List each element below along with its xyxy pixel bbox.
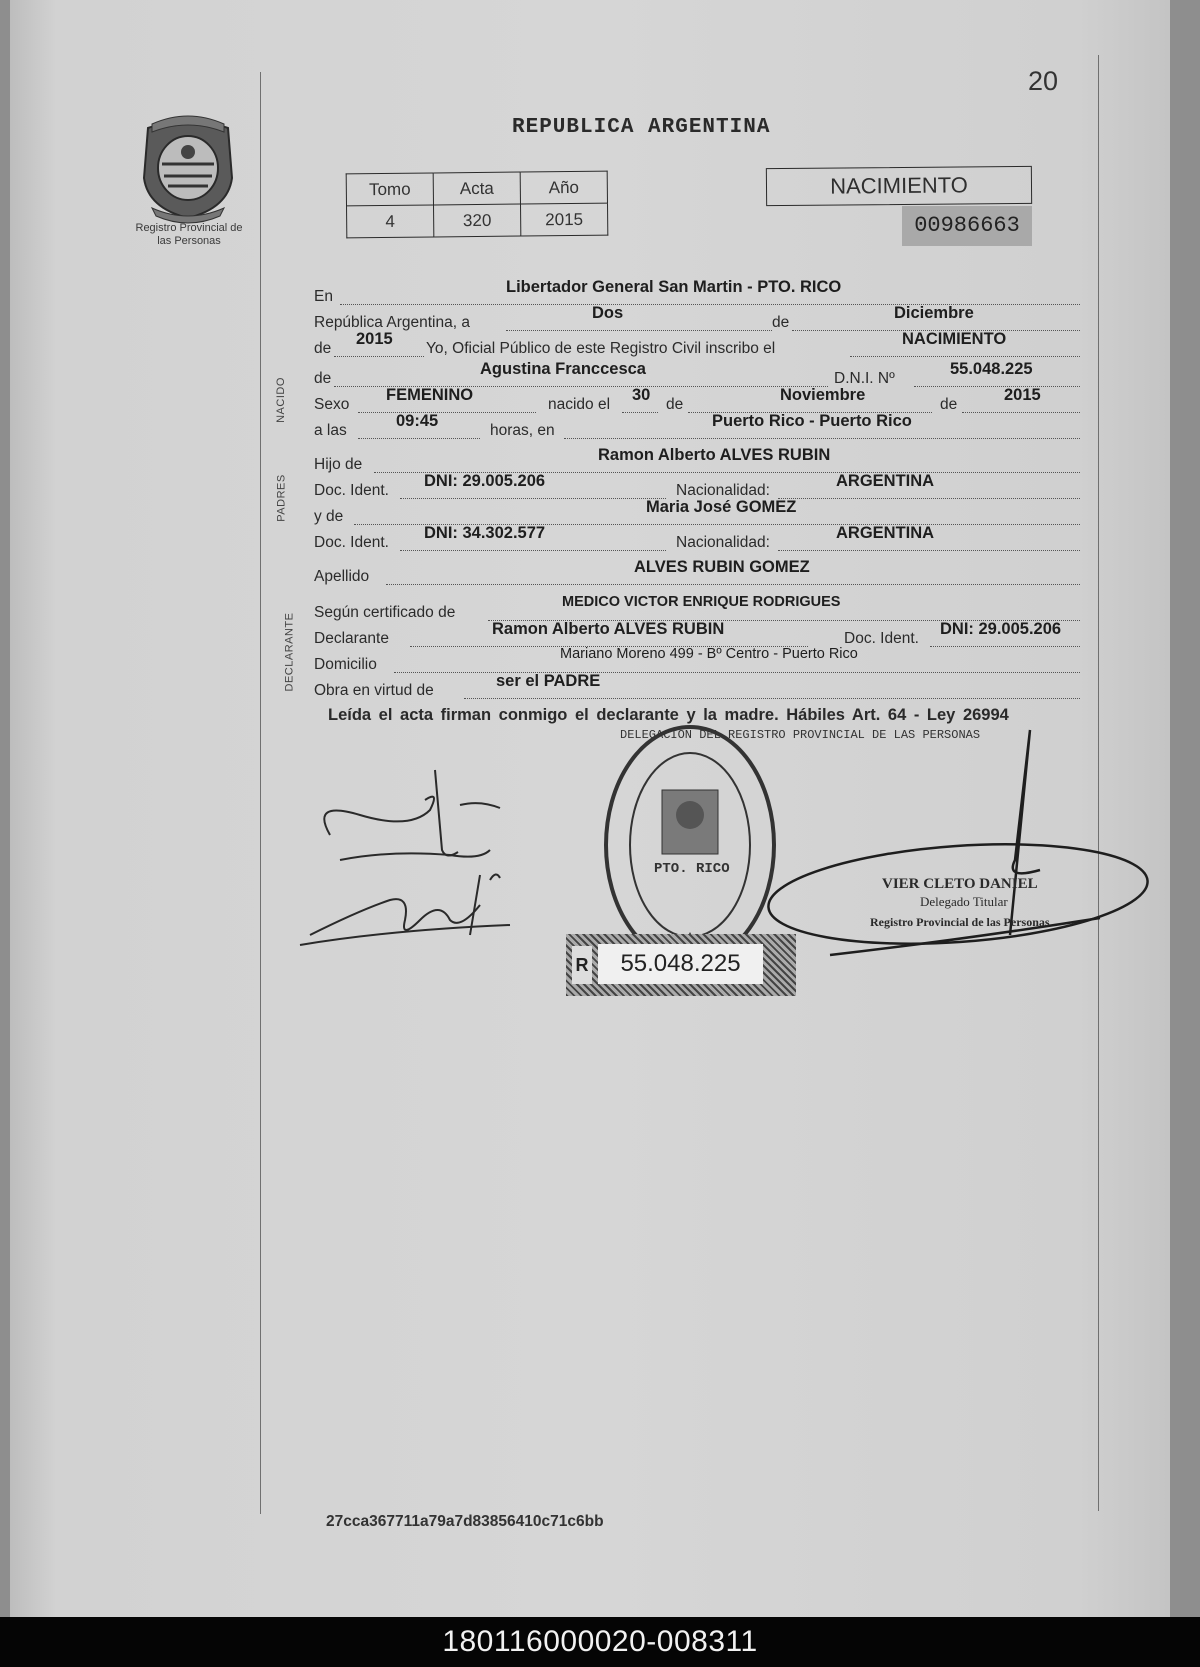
- value-mes: Diciembre: [894, 304, 974, 322]
- value-dia-nac: 30: [632, 386, 651, 404]
- value-hora: 09:45: [396, 412, 439, 430]
- label-de-nombre: de: [314, 370, 332, 387]
- label-sexo: Sexo: [314, 396, 350, 413]
- page-number: 20: [1028, 66, 1059, 96]
- label-nac-padre: Nacionalidad:: [676, 482, 770, 499]
- value-madre-nac: ARGENTINA: [836, 524, 935, 542]
- label-de-anio-nac: de: [940, 396, 958, 413]
- value-padre-nac: ARGENTINA: [836, 472, 935, 490]
- anio-header: Año: [520, 171, 607, 204]
- label-apellido: Apellido: [314, 568, 370, 585]
- document-title: REPUBLICA ARGENTINA: [512, 116, 771, 139]
- label-segun-certificado: Según certificado de: [314, 604, 456, 621]
- value-madre-doc: DNI: 34.302.577: [424, 524, 546, 542]
- label-declarante: Declarante: [314, 630, 389, 647]
- tomo-value: 4: [347, 205, 434, 238]
- footer-code-bar: 180116000020-008311: [0, 1617, 1200, 1667]
- value-lugar: Libertador General San Martin - PTO. RICO: [506, 278, 842, 296]
- label-dni: D.N.I. Nº: [834, 370, 895, 387]
- label-a-las: a las: [314, 422, 347, 439]
- serial-number: 00986663: [902, 206, 1032, 246]
- official-role: Delegado Titular: [920, 894, 1008, 909]
- label-hijo-de: Hijo de: [314, 456, 363, 473]
- label-obra: Obra en virtud de: [314, 682, 434, 699]
- value-nombre: Agustina Franccesca: [480, 360, 646, 378]
- value-madre: Maria José GOMEZ: [646, 498, 797, 516]
- acta-value: 320: [434, 204, 521, 237]
- value-dia: Dos: [592, 304, 624, 322]
- registry-label: Registro Provincial de las Personas: [135, 222, 243, 247]
- label-nac-madre: Nacionalidad:: [676, 534, 770, 551]
- official-name: VIER CLETO DANIEL: [882, 876, 1038, 892]
- value-certificado: MEDICO VICTOR ENRIQUE RODRIGUES: [562, 594, 841, 610]
- label-de-mes: de: [772, 314, 790, 331]
- value-padre-doc: DNI: 29.005.206: [424, 472, 546, 490]
- document-type-box: NACIMIENTO: [766, 166, 1032, 206]
- label-en: En: [314, 288, 333, 305]
- section-label-padres: PADRES: [275, 474, 288, 522]
- label-horas-en: horas, en: [490, 422, 555, 439]
- value-obra: ser el PADRE: [496, 672, 601, 690]
- value-padre: Ramon Alberto ALVES RUBIN: [598, 446, 831, 464]
- value-domicilio: Mariano Moreno 499 - Bº Centro - Puerto Rico: [560, 646, 858, 662]
- section-label-declarante: DECLARANTE: [283, 612, 296, 692]
- closing-text: Leída el acta firman conmigo el declarante y la madre. Hábiles Art. 64 - Ley 26994: [328, 706, 1009, 724]
- value-declarante-doc: DNI: 29.005.206: [940, 620, 1062, 638]
- section-label-nacido: NACIDO: [274, 377, 287, 423]
- label-doc-declarante: Doc. Ident.: [844, 630, 919, 647]
- tomo-header: Tomo: [346, 173, 433, 206]
- label-republica: República Argentina, a: [314, 314, 470, 331]
- label-y-de: y de: [314, 508, 344, 525]
- value-apellido: ALVES RUBIN GOMEZ: [634, 558, 810, 576]
- official-org: Registro Provincial de las Personas: [870, 915, 1050, 929]
- acta-header: Acta: [433, 172, 520, 205]
- label-nacido-el: nacido el: [548, 396, 611, 413]
- dni-stamp-number: 55.048.225: [598, 944, 763, 984]
- round-stamp-center: PTO. RICO: [654, 861, 730, 877]
- value-dni: 55.048.225: [950, 360, 1033, 378]
- registry-r-icon: R: [572, 946, 592, 984]
- value-sexo: FEMENINO: [386, 386, 474, 404]
- value-mes-nac: Noviembre: [780, 386, 866, 404]
- label-de-anio: de: [314, 340, 332, 357]
- label-doc-padre: Doc. Ident.: [314, 482, 389, 499]
- dni-stamp: [566, 934, 796, 996]
- label-domicilio: Domicilio: [314, 656, 377, 673]
- label-de-mes-nac: de: [666, 396, 684, 413]
- value-anio: 2015: [356, 330, 393, 348]
- label-yo-oficial: Yo, Oficial Público de este Registro Civil inscribo el: [426, 340, 776, 357]
- mother-signature-icon: [300, 874, 510, 945]
- round-stamp-text: DELEGACION DEL REGISTRO PROVINCIAL DE LAS PERSONAS: [620, 728, 981, 742]
- value-tipo: NACIMIENTO: [902, 330, 1007, 348]
- anio-value: 2015: [520, 203, 607, 236]
- round-stamp-icon: [606, 727, 774, 963]
- value-anio-nac: 2015: [1004, 386, 1041, 404]
- document-page: [10, 0, 1170, 1617]
- label-doc-madre: Doc. Ident.: [314, 534, 389, 551]
- value-declarante: Ramon Alberto ALVES RUBIN: [492, 620, 725, 638]
- document-hash: 27cca367711a79a7d83856410c71c6bb: [326, 1513, 604, 1530]
- value-lugar-nac: Puerto Rico - Puerto Rico: [712, 412, 912, 430]
- declarant-signature-icon: [324, 770, 500, 860]
